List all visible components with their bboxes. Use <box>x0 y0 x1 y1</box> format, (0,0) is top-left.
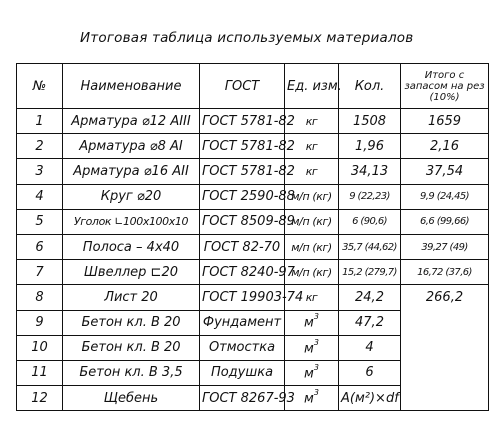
row-unit: кг <box>285 285 339 310</box>
row-qty: 6 <box>339 360 401 385</box>
row-unit: кг <box>285 109 339 134</box>
row-unit: м/п (кг) <box>285 260 339 285</box>
row-unit <box>285 335 339 360</box>
table-row <box>17 209 489 234</box>
row-total <box>401 310 489 335</box>
row-qty: 35,7 (44,62) <box>339 234 401 259</box>
row-gost: ГОСТ 5781-82 <box>200 159 285 184</box>
row-unit: м/п (кг) <box>285 184 339 209</box>
row-name: Бетон кл. В 20 <box>63 335 200 360</box>
table-row <box>17 360 489 385</box>
row-num: 5 <box>17 209 63 234</box>
table-row <box>17 386 489 411</box>
table-row <box>17 134 489 159</box>
row-num: 10 <box>17 335 63 360</box>
row-name: Швеллер ⊏20 <box>63 260 200 285</box>
row-gost: ГОСТ 5781-82 <box>200 109 285 134</box>
row-num: 1 <box>17 109 63 134</box>
table-header-row <box>17 64 489 109</box>
unit-exponent: 3 <box>313 387 319 397</box>
row-total: 16,72 (37,6) <box>401 260 489 285</box>
row-unit <box>285 360 339 385</box>
row-gost: ГОСТ 8267-93 <box>200 386 285 411</box>
table-row <box>17 184 489 209</box>
row-total: 9,9 (24,45) <box>401 184 489 209</box>
row-num: 4 <box>17 184 63 209</box>
table-row <box>17 260 489 285</box>
table-row <box>17 310 489 335</box>
row-name: Бетон кл. В 20 <box>63 310 200 335</box>
row-qty: 9 (22,23) <box>339 184 401 209</box>
row-unit: кг <box>285 159 339 184</box>
row-total <box>401 335 489 360</box>
row-num: 6 <box>17 234 63 259</box>
header-gost: ГОСТ <box>200 64 285 109</box>
row-name: Щебень <box>63 386 200 411</box>
row-gost: ГОСТ 8509-89 <box>200 209 285 234</box>
row-qty: 24,2 <box>339 285 401 310</box>
row-gost: ГОСТ 82-70 <box>200 234 285 259</box>
row-unit: м/п (кг) <box>285 209 339 234</box>
unit-base: м <box>304 366 314 382</box>
row-gost: Отмостка <box>200 335 285 360</box>
row-qty: 34,13 <box>339 159 401 184</box>
row-total: 1659 <box>401 109 489 134</box>
header-name: Наименование <box>63 64 200 109</box>
row-gost: ГОСТ 2590-88 <box>200 184 285 209</box>
row-num: 9 <box>17 310 63 335</box>
table-row <box>17 335 489 360</box>
row-qty: 4 <box>339 335 401 360</box>
row-qty: 1,96 <box>339 134 401 159</box>
row-total: 6,6 (99,66) <box>401 209 489 234</box>
unit-base: м <box>304 391 314 407</box>
unit-exponent: 3 <box>313 362 319 372</box>
row-total <box>401 360 489 385</box>
row-qty: 15,2 (279,7) <box>339 260 401 285</box>
row-total <box>401 386 489 411</box>
row-total: 2,16 <box>401 134 489 159</box>
row-qty: A(м²)×df <box>339 386 401 411</box>
row-name: Арматура ⌀16 AII <box>63 159 200 184</box>
table-row <box>17 159 489 184</box>
table-row <box>17 285 489 310</box>
table-row <box>17 234 489 259</box>
row-total: 39,27 (49) <box>401 234 489 259</box>
row-name: Арматура ⌀12 AIII <box>63 109 200 134</box>
row-unit: кг <box>285 134 339 159</box>
row-num: 7 <box>17 260 63 285</box>
unit-base: м <box>304 340 314 356</box>
header-qty: Кол. <box>339 64 401 109</box>
row-num: 12 <box>17 386 63 411</box>
row-gost: ГОСТ 19903-74 <box>200 285 285 310</box>
row-qty: 6 (90,6) <box>339 209 401 234</box>
row-name: Круг ⌀20 <box>63 184 200 209</box>
header-unit: Ед. изм. <box>285 64 339 109</box>
row-unit: м/п (кг) <box>285 234 339 259</box>
row-name: Бетон кл. В 3,5 <box>63 360 200 385</box>
table-row <box>17 109 489 134</box>
row-gost: Фундамент <box>200 310 285 335</box>
row-qty: 47,2 <box>339 310 401 335</box>
table-title: Итоговая таблица используемых материалов <box>80 30 414 46</box>
row-name: Уголок ∟100х100х10 <box>63 209 200 234</box>
materials-table <box>16 63 489 411</box>
row-num: 3 <box>17 159 63 184</box>
row-total: 266,2 <box>401 285 489 310</box>
row-num: 2 <box>17 134 63 159</box>
row-num: 11 <box>17 360 63 385</box>
unit-exponent: 3 <box>313 312 319 322</box>
row-unit <box>285 310 339 335</box>
row-name: Полоса – 4х40 <box>63 234 200 259</box>
row-gost: ГОСТ 5781-82 <box>200 134 285 159</box>
header-num: № <box>17 64 63 109</box>
row-gost: ГОСТ 8240-97 <box>200 260 285 285</box>
unit-base: м <box>304 315 314 331</box>
row-qty: 1508 <box>339 109 401 134</box>
row-unit <box>285 386 339 411</box>
header-reserve: Итого с запасом на рез (10%) <box>401 64 489 109</box>
unit-exponent: 3 <box>313 337 319 347</box>
row-num: 8 <box>17 285 63 310</box>
row-name: Арматура ⌀8 AI <box>63 134 200 159</box>
row-name: Лист 20 <box>63 285 200 310</box>
row-total: 37,54 <box>401 159 489 184</box>
row-gost: Подушка <box>200 360 285 385</box>
